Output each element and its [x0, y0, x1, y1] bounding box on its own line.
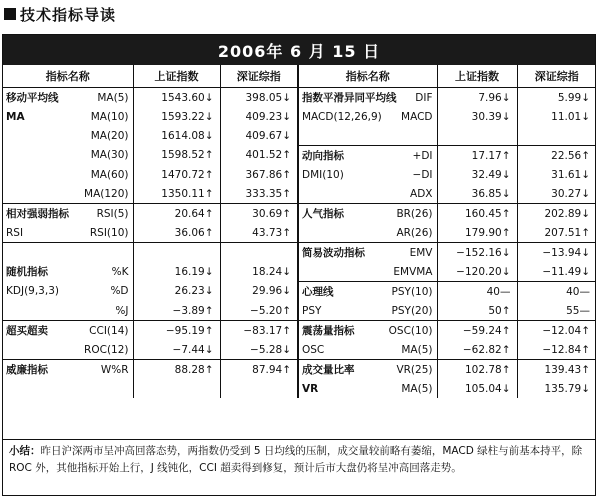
- ma-label: MA(30): [90, 149, 129, 162]
- vr-label: VR(25): [354, 360, 437, 380]
- kdj-abbr: KDJ(9,3,3): [6, 285, 59, 298]
- emv-sh: −152.16↓: [437, 243, 517, 263]
- emv-name: 简易波动指标: [298, 243, 354, 263]
- emv-sh: −120.20↓: [437, 262, 517, 282]
- ma-label: MA(10): [90, 110, 129, 123]
- psy-label: PSY(10): [354, 282, 437, 302]
- kdj-sz: −5.20↑: [220, 301, 298, 321]
- table-row: [3, 282, 596, 302]
- ma-label: MA(20): [90, 129, 129, 142]
- vr-abbr: VR: [298, 379, 354, 398]
- table-row: [3, 88, 596, 108]
- page-title: 技术指标导读: [20, 5, 117, 24]
- rsi-sz: 43.73↑: [220, 223, 298, 243]
- emv-sz: −13.94↓: [517, 243, 596, 263]
- br-label: AR(26): [396, 226, 433, 239]
- header-name-left: 指标名称: [3, 65, 133, 88]
- psy-sz: 40—: [517, 282, 596, 302]
- ma-sh: 1543.60↓: [133, 88, 220, 108]
- indicator-table: [3, 65, 596, 398]
- table-row: [3, 379, 596, 398]
- table-row: [3, 262, 596, 282]
- emv-sz: −11.49↓: [517, 262, 596, 282]
- rsi-sh: 36.06↑: [133, 223, 220, 243]
- kdj-sh: −3.89↑: [133, 301, 220, 321]
- osc-label: OSC(10): [354, 321, 437, 341]
- br-sh: 179.90↑: [437, 223, 517, 243]
- ma-abbr: MA: [6, 110, 25, 123]
- macd-label: MACD: [401, 110, 433, 123]
- br-sz: 202.89↓: [517, 204, 596, 224]
- kdj-name: 随机指标: [6, 266, 48, 279]
- kdj-label: %J: [115, 304, 129, 317]
- summary: [3, 439, 595, 495]
- table-row: [3, 146, 596, 166]
- vr-label: MA(5): [401, 382, 433, 395]
- osc-sz: −12.84↑: [517, 340, 596, 360]
- rsi-label: RSI(5): [59, 204, 133, 224]
- ma-sz: 398.05↓: [220, 88, 298, 108]
- table-row: [3, 321, 596, 341]
- header-sh-left: 上证指数: [133, 65, 220, 88]
- ma-sh: 1598.52↑: [133, 146, 220, 166]
- cci-label: ROC(12): [84, 343, 129, 356]
- header-sz-right: 深证综指: [517, 65, 596, 88]
- ma-label: MA(60): [90, 168, 129, 181]
- header-sh-right: 上证指数: [437, 65, 517, 88]
- dmi-abbr: DMI(10): [298, 165, 354, 184]
- table-row: [3, 243, 596, 263]
- osc-sh: −62.82↑: [437, 340, 517, 360]
- osc-abbr: OSC: [298, 340, 354, 360]
- summary-text: 昨日沪深两市呈冲高回落态势，两指数仍受到 5 日均线的压制，成交量较前略有萎缩，MACD 绿柱与前基本持平，除 ROC 外，其他指标开始上行，J 线钝化，CCI 超卖得到修复，预计后市大盘仍将呈冲高回落走势。: [9, 445, 583, 474]
- cci-label: CCI(14): [59, 321, 133, 341]
- kdj-label: %K: [111, 265, 129, 278]
- ma-sz: 401.52↑: [220, 146, 298, 166]
- ma-label: MA(5): [97, 91, 129, 104]
- dmi-label: −DI: [412, 168, 433, 181]
- rsi-sz: 30.69↑: [220, 204, 298, 224]
- cci-sz: −83.17↑: [220, 321, 298, 341]
- ma-sz: 409.23↓: [220, 107, 298, 126]
- kdj-label: %D: [110, 285, 129, 298]
- table-row: [3, 204, 596, 224]
- rsi-sh: 20.64↑: [133, 204, 220, 224]
- emv-label: EMV: [354, 243, 437, 263]
- macd-sz: 11.01↓: [517, 107, 596, 126]
- cci-sh: −95.19↑: [133, 321, 220, 341]
- dmi-sz: 30.27↓: [517, 184, 596, 204]
- ma-sh: 1350.11↑: [133, 184, 220, 204]
- dmi-name: 动向指标: [298, 146, 354, 166]
- wr-label: W%R: [59, 360, 133, 380]
- psy-sz: 55—: [517, 301, 596, 321]
- ma-sz: 367.86↑: [220, 165, 298, 184]
- wr-sh: 88.28↑: [133, 360, 220, 380]
- br-sh: 160.45↑: [437, 204, 517, 224]
- macd-sh: 30.39↓: [437, 107, 517, 126]
- table-row: [3, 223, 596, 243]
- indicator-panel: [2, 34, 596, 496]
- psy-abbr: PSY: [298, 301, 354, 321]
- psy-name: 心理线: [298, 282, 354, 302]
- psy-label: PSY(20): [391, 304, 433, 317]
- table-row: [3, 126, 596, 146]
- table-header-row: [3, 65, 596, 88]
- osc-name: 震荡量指标: [298, 321, 354, 341]
- square-bullet-icon: [4, 8, 16, 20]
- table-row: [3, 184, 596, 204]
- psy-sh: 50↑: [437, 301, 517, 321]
- table-row: [3, 107, 596, 126]
- br-sz: 207.51↑: [517, 223, 596, 243]
- vr-sh: 102.78↑: [437, 360, 517, 380]
- page-header: [4, 3, 116, 25]
- dmi-sz: 22.56↑: [517, 146, 596, 166]
- macd-sz: 5.99↓: [517, 88, 596, 108]
- macd-abbr: MACD(12,26,9): [298, 107, 354, 126]
- cci-name: 超买超卖: [3, 321, 59, 341]
- rsi-name: 相对强弱指标: [3, 204, 59, 224]
- osc-sz: −12.04↑: [517, 321, 596, 341]
- kdj-sz: 18.24↓: [220, 262, 298, 282]
- emv-label: EMVMA: [393, 265, 433, 278]
- table-row: [3, 360, 596, 380]
- summary-label: 小结：: [9, 445, 41, 457]
- table-row: [3, 165, 596, 184]
- ma-sz: 333.35↑: [220, 184, 298, 204]
- vr-name: 成交量比率: [298, 360, 354, 380]
- dmi-label: +DI: [354, 146, 437, 166]
- ma-sh: 1614.08↓: [133, 126, 220, 146]
- header-name-right: 指标名称: [298, 65, 437, 88]
- kdj-sh: 16.19↓: [133, 262, 220, 282]
- osc-label: MA(5): [401, 343, 433, 356]
- ma-label: MA(120): [84, 187, 129, 200]
- kdj-sh: 26.23↓: [133, 282, 220, 302]
- vr-sz: 139.43↑: [517, 360, 596, 380]
- macd-name: 指数平滑异同平均线: [298, 88, 354, 108]
- cci-sh: −7.44↓: [133, 340, 220, 360]
- dmi-sh: 32.49↓: [437, 165, 517, 184]
- dmi-sz: 31.61↓: [517, 165, 596, 184]
- ma-sh: 1593.22↓: [133, 107, 220, 126]
- vr-sz: 135.79↓: [517, 379, 596, 398]
- osc-sh: −59.24↑: [437, 321, 517, 341]
- dmi-label: ADX: [410, 187, 433, 200]
- cci-sz: −5.28↓: [220, 340, 298, 360]
- ma-sh: 1470.72↑: [133, 165, 220, 184]
- table-row: [3, 340, 596, 360]
- ma-sz: 409.67↓: [220, 126, 298, 146]
- vr-sh: 105.04↓: [437, 379, 517, 398]
- dmi-sh: 17.17↑: [437, 146, 517, 166]
- wr-name: 威廉指标: [3, 360, 59, 380]
- rsi-abbr: RSI: [6, 226, 24, 239]
- ma-name: 移动平均线: [6, 92, 59, 104]
- macd-label: DIF: [415, 91, 433, 104]
- br-name: 人气指标: [298, 204, 354, 224]
- psy-sh: 40—: [437, 282, 517, 302]
- br-label: BR(26): [354, 204, 437, 224]
- rsi-label: RSI(10): [89, 226, 129, 239]
- header-sz-left: 深证综指: [220, 65, 298, 88]
- macd-sh: 7.96↓: [437, 88, 517, 108]
- table-row: [3, 301, 596, 321]
- wr-sz: 87.94↑: [220, 360, 298, 380]
- kdj-sz: 29.96↓: [220, 282, 298, 302]
- dmi-sh: 36.85↓: [437, 184, 517, 204]
- date-banner: 2006年 6 月 15 日: [3, 35, 595, 65]
